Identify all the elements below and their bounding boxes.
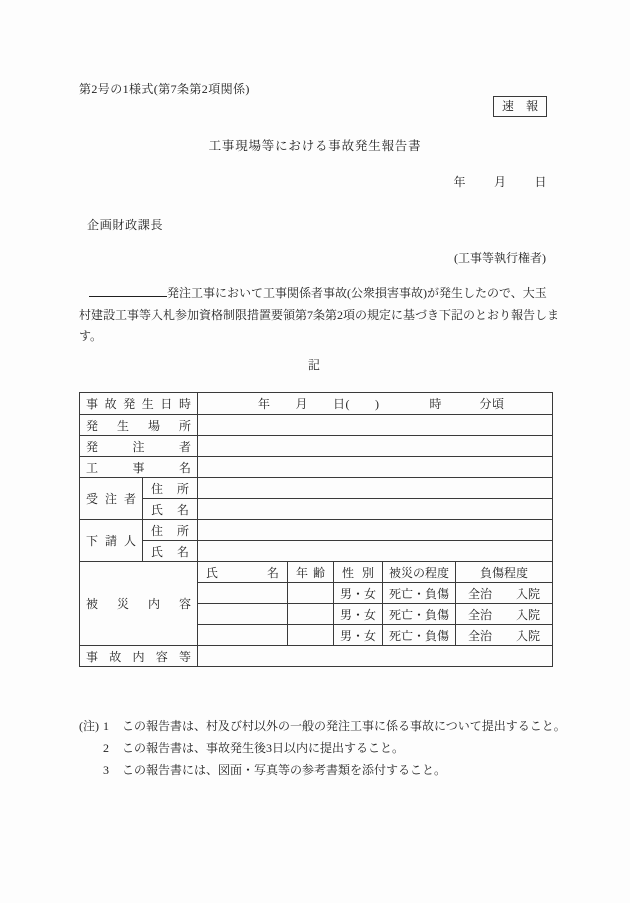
contractor-address-label-cell: 住所 <box>143 478 198 499</box>
victim-3-injury-cell: 全治 入院 <box>456 625 553 646</box>
footnote-1 <box>79 715 566 737</box>
table-row-accident-detail <box>80 646 553 667</box>
contractor-name-value-cell <box>198 499 553 520</box>
victim-3-age-cell <box>288 625 334 646</box>
orderer-blank-field <box>89 284 167 297</box>
subcontractor-name-label-cell: 氏名 <box>143 541 198 562</box>
footnote-3-text: この報告書には、図面・写真等の参考書類を添付すること。 <box>122 763 447 778</box>
victim-1-damage-cell: 死亡・負傷 <box>383 583 456 604</box>
subcontractor-address-label-cell: 住所 <box>143 520 198 541</box>
victim-1-injury-cell: 全治 入院 <box>456 583 553 604</box>
table-row-subcontractor-address <box>80 520 553 541</box>
report-body-paragraph <box>79 283 560 348</box>
paragraph-line-2: 村建設工事等入札参加資格制限措置要領第7条第2項の規定に基づき下記のとおり報告しま <box>79 307 560 322</box>
location-label-cell: 発生場所 <box>80 415 198 436</box>
footnotes <box>79 715 566 782</box>
victim-1-sex-cell: 男・女 <box>334 583 383 604</box>
orderer-value-cell <box>198 436 553 457</box>
accident-detail-label-cell: 事故内容等 <box>80 646 198 667</box>
victim-2-injury-cell: 全治 入院 <box>456 604 553 625</box>
table-row-location <box>80 415 553 436</box>
form-number: 第2号の1様式(第7条第2項関係) <box>79 82 250 96</box>
victim-col-age: 年齢 <box>288 562 334 583</box>
footnote-2-text: この報告書は、事故発生後3日以内に提出すること。 <box>122 741 405 756</box>
contractor-label-cell: 受注者 <box>80 478 143 520</box>
victim-2-sex-cell: 男・女 <box>334 604 383 625</box>
flash-report-label: 速 報 <box>501 99 538 113</box>
subcontractor-name-value-cell <box>198 541 553 562</box>
footnote-3 <box>79 759 566 781</box>
report-date-line: 年 月 日 <box>453 175 548 189</box>
flash-report-stamp <box>493 96 547 117</box>
victim-2-name-cell <box>198 604 288 625</box>
victim-3-damage-cell: 死亡・負傷 <box>383 625 456 646</box>
datetime-label-cell: 事故発生日時 <box>80 393 198 415</box>
victim-1-name-cell <box>198 583 288 604</box>
paragraph-line-3: す。 <box>79 329 103 343</box>
footnote-2 <box>79 737 566 759</box>
orderer-label-cell: 発注者 <box>80 436 198 457</box>
table-row-contractor-address <box>80 478 553 499</box>
executor-label: (工事等執行権者) <box>454 251 546 265</box>
victims-label-cell: 被災内容 <box>80 562 198 646</box>
project-name-label-cell: 工事名 <box>80 457 198 478</box>
contractor-address-value-cell <box>198 478 553 499</box>
victim-3-sex-cell: 男・女 <box>334 625 383 646</box>
table-row-datetime <box>80 393 553 415</box>
footnote-1-number: 1 <box>103 719 109 733</box>
footnote-2-number: 2 <box>103 741 109 756</box>
subcontractor-label-cell: 下請人 <box>80 520 143 562</box>
record-heading: 記 <box>307 358 322 372</box>
accident-report-table <box>79 392 553 667</box>
table-row-project-name <box>80 457 553 478</box>
location-value-cell <box>198 415 553 436</box>
victim-col-injury: 負傷程度 <box>456 562 553 583</box>
table-row-contractor-name <box>80 499 553 520</box>
victim-2-age-cell <box>288 604 334 625</box>
accident-detail-value-cell <box>198 646 553 667</box>
footnote-1-text: この報告書は、村及び村以外の一般の発注工事に係る事故について提出すること。 <box>122 719 566 733</box>
table-row-subcontractor-name <box>80 541 553 562</box>
footnote-3-number: 3 <box>103 763 109 778</box>
contractor-name-label-cell: 氏名 <box>143 499 198 520</box>
table-row-orderer <box>80 436 553 457</box>
victim-col-sex: 性別 <box>334 562 383 583</box>
datetime-value-cell: 年 月 日( ) 時 分頃 <box>198 393 553 415</box>
subcontractor-address-value-cell <box>198 520 553 541</box>
victim-col-damage: 被災の程度 <box>383 562 456 583</box>
footnote-prefix: (注) <box>79 719 99 733</box>
victim-1-age-cell <box>288 583 334 604</box>
victim-2-damage-cell: 死亡・負傷 <box>383 604 456 625</box>
victim-3-name-cell <box>198 625 288 646</box>
victim-col-name: 氏名 <box>198 562 288 583</box>
project-name-value-cell <box>198 457 553 478</box>
paragraph-line-1: 発注工事において工事関係者事故(公衆損害事故)が発生したので、大玉 <box>79 283 557 305</box>
addressee-label: 企画財政課長 <box>87 218 164 232</box>
table-row-victim-header <box>80 562 553 583</box>
page-title: 工事現場等における事故発生報告書 <box>208 139 422 153</box>
